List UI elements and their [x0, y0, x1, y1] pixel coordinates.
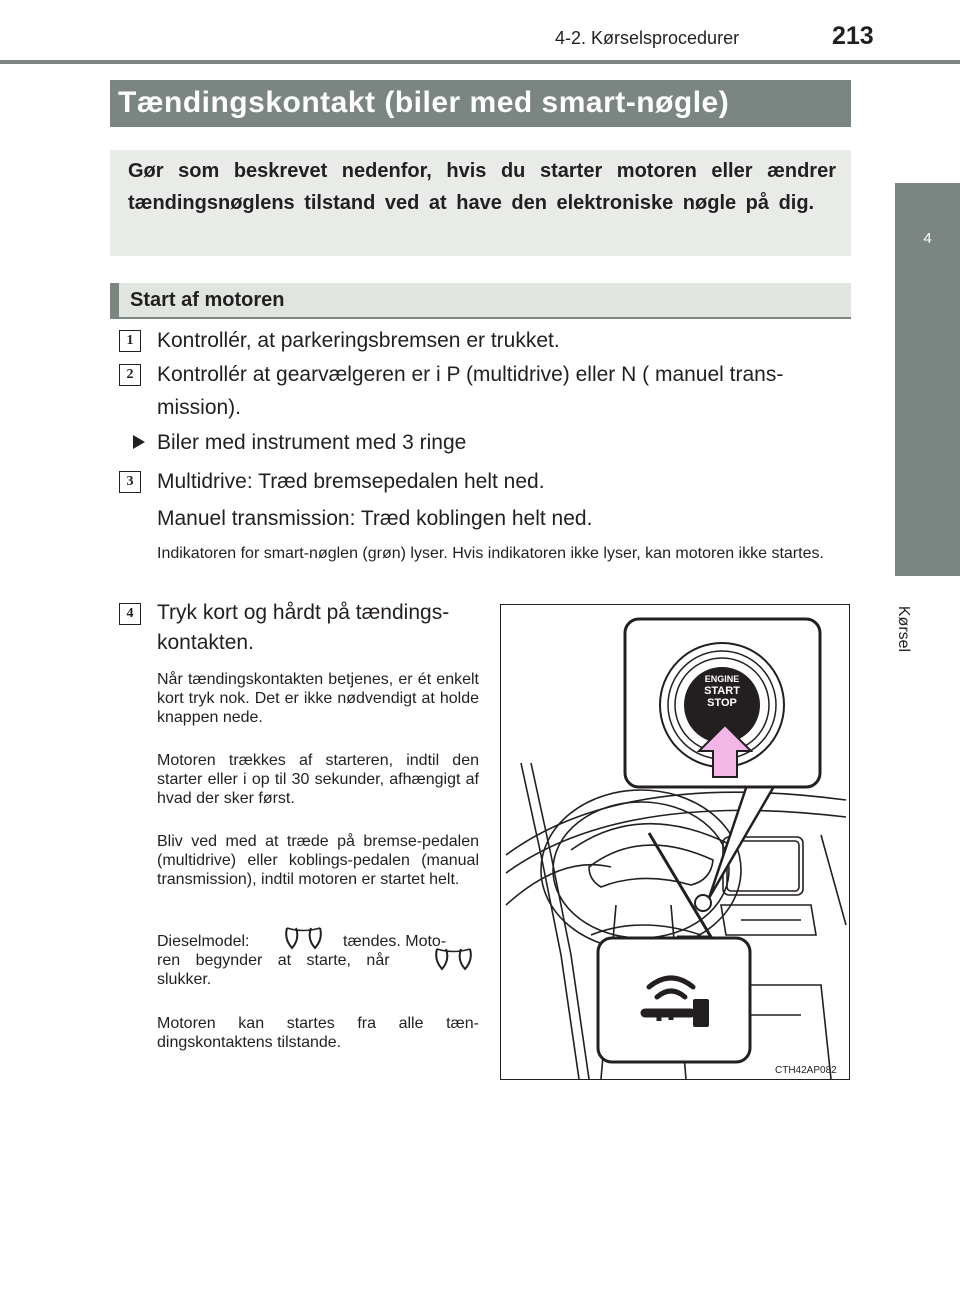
start-button-line-1: ENGINE — [704, 674, 740, 684]
page-title: Tændingskontakt (biler med smart-nøgle) — [118, 86, 730, 119]
step-2-line-2: mission). — [157, 396, 242, 419]
step-4-note-5: Motoren kan startes fra alle tæn-dingskontaktens tilstande. — [157, 1015, 479, 1051]
step-4-note-4d: slukker. — [157, 971, 212, 988]
step-3-text-2: Manuel transmission: Træd koblingen helt ned. — [157, 507, 593, 530]
running-header-section: 4-2. Kørselsprocedurer — [555, 28, 740, 48]
step-4-note-2: Motoren trækkes af starteren, indtil den starter eller i op til 30 sekunder, afhængigt af hvad der sker først. — [157, 752, 479, 807]
glow-plug-icon — [283, 925, 325, 953]
press-arrow-icon — [697, 723, 753, 779]
start-button-line-2: START — [704, 685, 740, 697]
smart-key-indicator-icon — [631, 965, 721, 1035]
page-number: 213 — [832, 22, 874, 50]
subheading: Start af motoren — [130, 289, 285, 311]
intro-text: Gør som beskrevet nedenfor, hvis du starter motoren eller ændrer tændingsnøglens tilstand ved at have den elektroniske nøgle på dig. — [128, 160, 836, 214]
step-number-2: 2 — [119, 364, 141, 386]
step-4-note-3: Bliv ved med at træde på bremse-pedalen (multidrive) eller koblings-pedalen (manual transmission), indtil motoren er startet helt. — [157, 833, 479, 888]
step-number-4: 4 — [119, 603, 141, 625]
subheading-rule — [110, 317, 851, 319]
step-4-note-4a: Dieselmodel: — [157, 933, 250, 950]
step-3-text: Multidrive: Træd bremsepedalen helt ned. — [157, 470, 545, 493]
header-rule — [0, 60, 960, 64]
figure-code: CTH42AP082 — [775, 1065, 837, 1076]
chapter-number: 4 — [923, 230, 932, 247]
step-number-1: 1 — [119, 330, 141, 352]
step-4-note-4b: tændes. Moto- — [343, 933, 447, 950]
condition-bullet-text: Biler med instrument med 3 ringe — [157, 431, 467, 454]
step-number-3: 3 — [119, 471, 141, 493]
step-4-note-1: Når tændingskontakten betjenes, er ét enkelt kort tryk nok. Det er ikke nødvendigt at holde knappen nede. — [157, 671, 479, 726]
step-1-text: Kontrollér, at parkeringsbremsen er trukket. — [157, 329, 560, 352]
subheading-accent — [110, 283, 119, 317]
glow-plug-icon — [433, 946, 475, 974]
chapter-label: Kørsel — [895, 605, 913, 653]
dashboard-illustration — [500, 604, 850, 1080]
triangle-bullet-icon — [133, 435, 145, 449]
step-4-text: Tryk kort og hårdt på tændings-kontakten. — [157, 601, 450, 654]
start-button-line-3: STOP — [707, 697, 737, 709]
step-4-note-4c: ren begynder at starte, når — [157, 952, 390, 969]
start-button-label — [691, 673, 753, 709]
step-3-note: Indikatoren for smart-nøglen (grøn) lyser. Hvis indikatoren ikke lyser, kan motoren ikke startes. — [157, 545, 824, 562]
step-2-line-1: Kontrollér at gearvælgeren er i P (multidrive) eller N ( manuel trans- — [157, 363, 784, 386]
